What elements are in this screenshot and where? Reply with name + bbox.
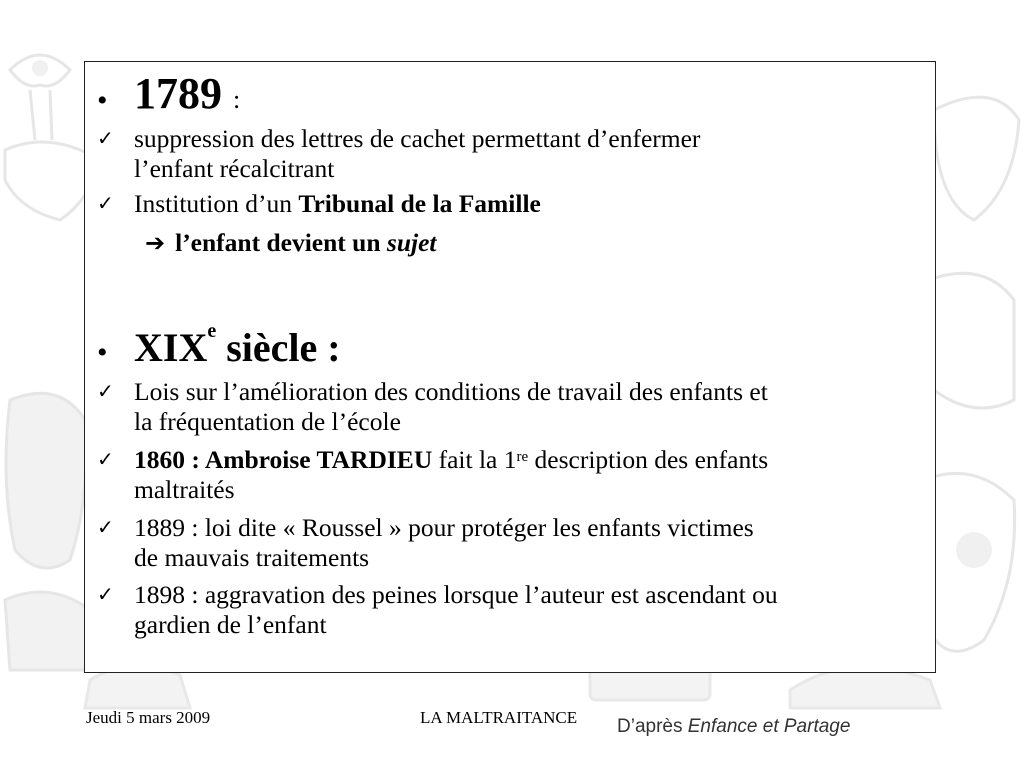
item-text-line2: de mauvais traitements xyxy=(134,543,370,572)
heading-1789 xyxy=(134,68,240,119)
checkmark-icon: ✓ xyxy=(97,515,114,539)
item-text-prefix: Institution d’un xyxy=(134,189,299,218)
item-text-line1: Lois sur l’amélioration des conditions de travail des enfants et xyxy=(134,377,768,406)
footer-title: LA MALTRAITANCE xyxy=(420,708,578,727)
item-text-mid: fait la 1 xyxy=(432,445,517,474)
arrow-statement xyxy=(145,228,437,258)
footer-date: Jeudi 5 mars 2009 xyxy=(86,708,211,727)
item-text-line1 xyxy=(134,445,768,475)
arrow-text-main: l’enfant devient un xyxy=(175,228,387,257)
arrow-text xyxy=(145,228,437,257)
arrow-text-italic: sujet xyxy=(386,228,437,257)
item-text-line2: l’enfant récalcitrant xyxy=(134,154,335,183)
heading-century: XIX xyxy=(134,325,208,370)
footer-source-italic: Enfance et Partage xyxy=(687,716,851,737)
checkmark-icon: ✓ xyxy=(97,379,114,403)
heading-colon: : xyxy=(233,85,241,114)
item-text-bold: Tribunal de la Famille xyxy=(298,189,541,218)
bullet-dot-icon: • xyxy=(97,336,108,369)
item-text-tail: description des enfants xyxy=(528,445,769,474)
item-text-line1: 1898 : aggravation des peines lorsque l’auteur est ascendant ou xyxy=(134,580,778,609)
item-text-bold: 1860 : Ambroise TARDIEU xyxy=(134,445,433,474)
item-text-line2: maltraités xyxy=(134,475,235,504)
item-text-sup: re xyxy=(516,449,529,465)
content-box xyxy=(84,61,936,673)
bullet-dot-icon: • xyxy=(97,84,108,117)
item-text-line1: suppression des lettres de cachet permettant d’enfermer xyxy=(134,124,701,153)
heading-sup: e xyxy=(207,320,217,342)
background-drawing-bottom-left xyxy=(0,380,95,680)
footer-source-prefix: D’après xyxy=(617,716,688,737)
right-arrow-icon: ➔ xyxy=(145,229,166,257)
heading-colon: : xyxy=(327,325,341,370)
checkmark-icon: ✓ xyxy=(97,582,114,606)
checkmark-icon: ✓ xyxy=(97,126,114,150)
heading-xix xyxy=(134,320,341,371)
item-text-line1: 1889 : loi dite « Roussel » pour protéger les enfants victimes xyxy=(134,513,754,542)
item-text-line2: gardien de l’enfant xyxy=(134,610,327,639)
heading-year: 1789 xyxy=(134,69,222,118)
footer-source xyxy=(617,716,850,738)
checkmark-icon: ✓ xyxy=(97,191,114,215)
item-text xyxy=(134,189,541,219)
heading-word: siècle xyxy=(216,325,328,370)
checkmark-icon: ✓ xyxy=(97,447,114,471)
item-text-line2: la fréquentation de l’école xyxy=(134,407,401,436)
